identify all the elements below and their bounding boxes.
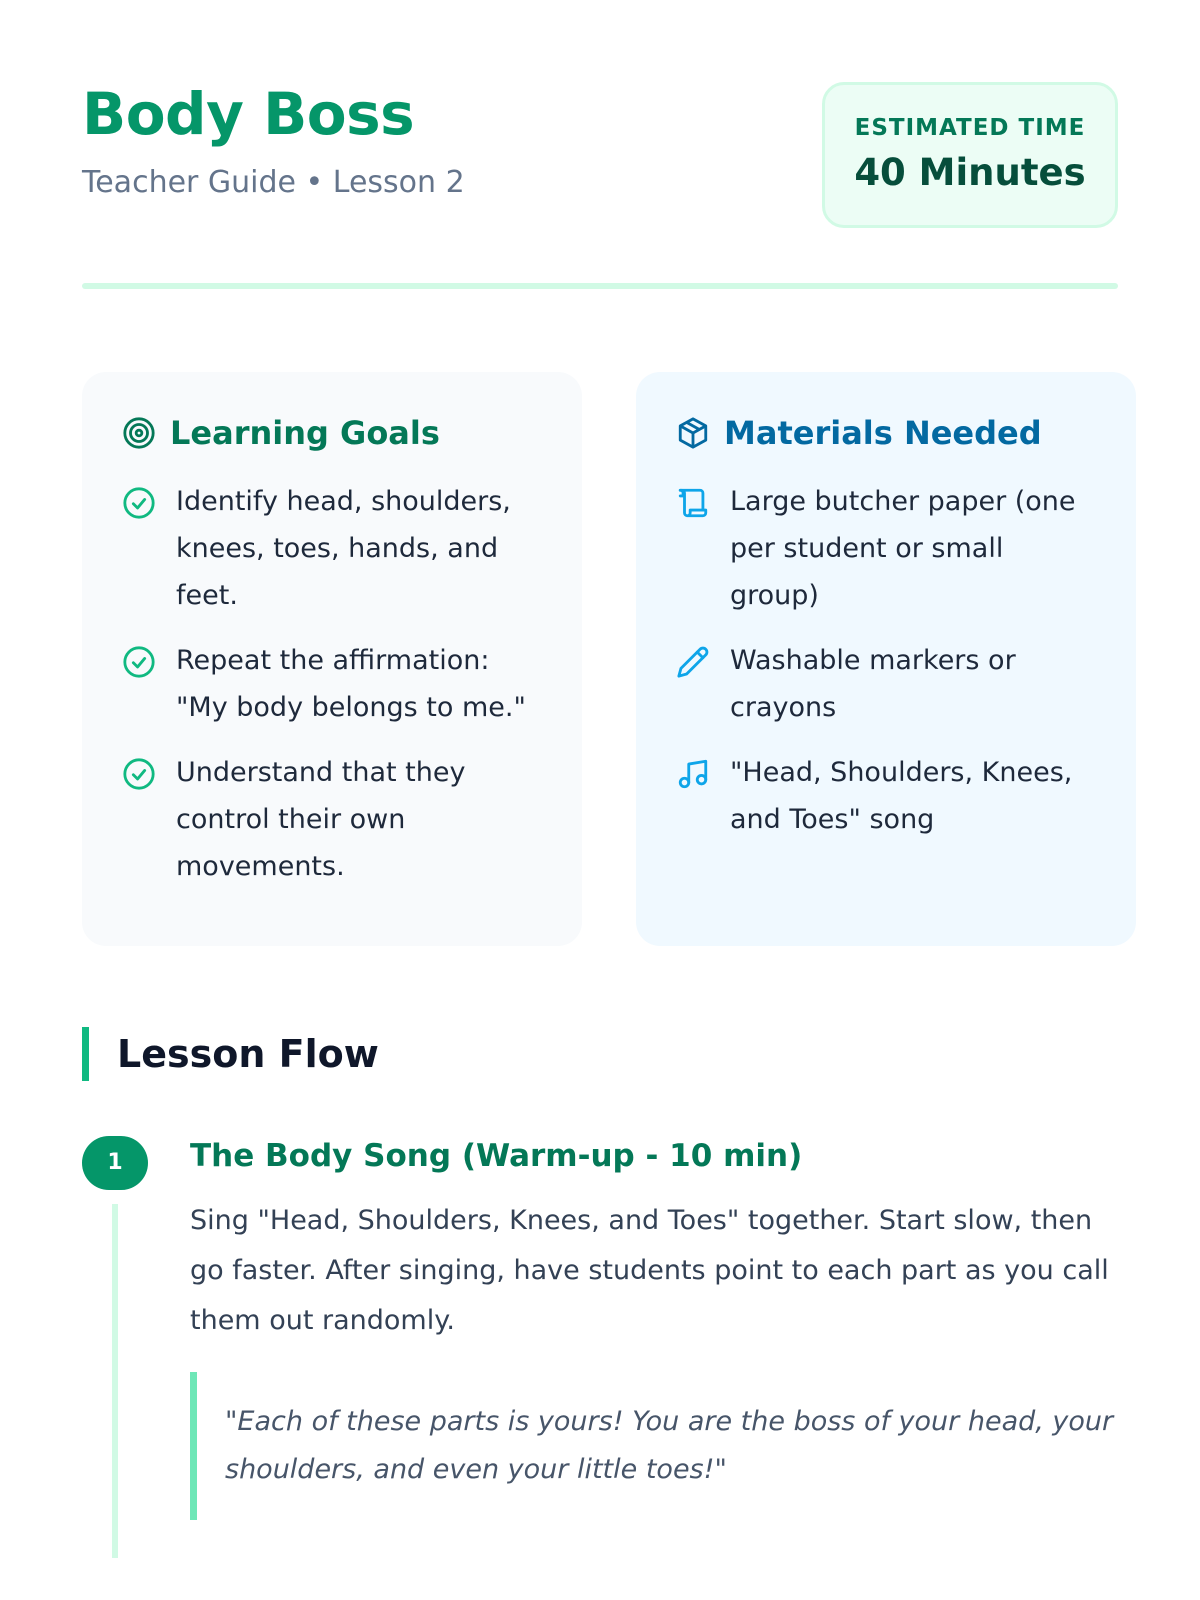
learning-goals-heading [122,414,542,452]
material-item [676,637,1096,731]
material-text: "Head, Shoulders, Knees, and Toes" song [730,757,1073,835]
lesson-flow-heading: Lesson Flow [82,1027,379,1081]
learning-goals-card [82,372,582,946]
header-divider [82,283,1118,289]
material-item [676,749,1096,843]
check-circle-icon [122,645,156,679]
step-timeline-line [112,1204,118,1558]
step-description: Sing "Head, Shoulders, Knees, and Toes" together. Start slow, then go faster. After singing, have students point to each part as you call them out randomly. [190,1205,1109,1336]
material-item [676,478,1096,619]
check-circle-icon [122,486,156,520]
material-text: Washable markers or crayons [730,645,1016,723]
goal-item [122,637,542,731]
step-number-badge: 1 [82,1136,148,1190]
learning-goals-title: Learning Goals [170,414,440,452]
box-icon [676,416,710,450]
info-cards [82,372,1136,946]
step-title: The Body Song (Warm-up - 10 min) [190,1138,803,1174]
goal-text: Identify head, shoulders, knees, toes, hands, and feet. [176,486,511,611]
pencil-icon [676,645,710,679]
page-title: Body Boss [82,80,415,148]
scroll-icon [676,486,710,520]
music-icon [676,757,710,791]
materials-needed-heading [676,414,1096,452]
materials-needed-title: Materials Needed [724,414,1042,452]
page-subtitle: Teacher Guide • Lesson 2 [82,165,465,200]
estimated-time-label: ESTIMATED TIME [854,115,1086,141]
header [82,0,1118,290]
goal-text: Repeat the affirmation: "My body belongs to me." [176,645,526,723]
target-icon [122,416,156,450]
materials-needed-card [636,372,1136,946]
material-text: Large butcher paper (one per student or small group) [730,486,1076,611]
goal-item [122,749,542,890]
teacher-quote: "Each of these parts is yours! You are the boss of your head, your shoulders, and even your little toes!" [190,1372,1115,1520]
check-circle-icon [122,757,156,791]
estimated-time-box [822,82,1118,228]
estimated-time-value: 40 Minutes [854,151,1086,194]
goal-text: Understand that they control their own movements. [176,757,466,882]
goal-item [122,478,542,619]
